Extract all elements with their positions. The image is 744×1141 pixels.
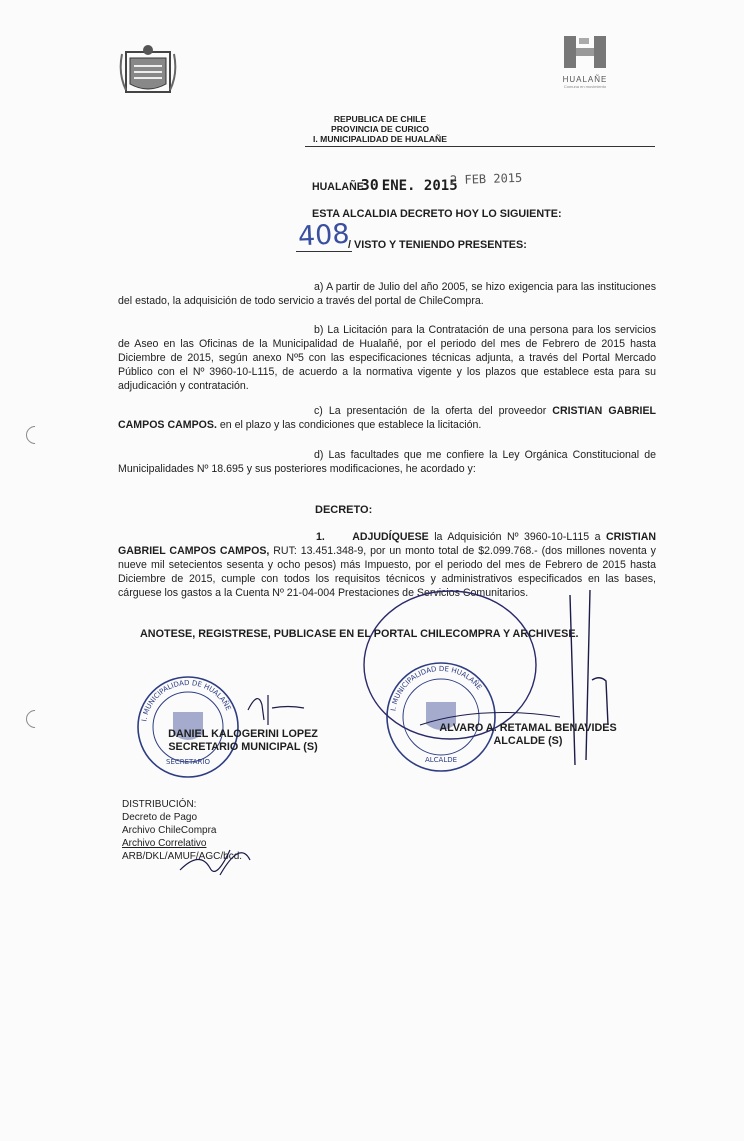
- initials-signature: [170, 830, 260, 890]
- hualane-h-logo-icon: [560, 34, 610, 70]
- letterhead-line1: REPUBLICA DE CHILE: [333, 114, 427, 124]
- consideration-b: b) La Licitación para la Contratación de una persona para los servicios de Aseo en las Oficinas de la Municipalidad de Hualañé, por el periodo del mes de Febrero de 2015 hasta Diciembre de 2015, según anexo Nº5 con las especificaciones técnicas adjunta, a través del Portal Mercado Público con el Nº 3960-10-L115, de acuerdo a la normativa vigente y los plazos que establece esta para su adjudicación y contratación.: [118, 324, 656, 392]
- letterhead-line2: PROVINCIA DE CURICO: [330, 124, 430, 134]
- place-name: HUALAÑE: [312, 181, 364, 193]
- letterhead: [290, 114, 470, 144]
- mayor-name: ALVARO A. RETAMAL BENAVIDES: [439, 722, 617, 734]
- logo-text: HUALAÑE: [562, 75, 608, 84]
- consideration-c-suffix: en el plazo y las condiciones que establece la licitación.: [219, 419, 482, 431]
- consideration-a: a) A partir de Julio del año 2005, se hizo exigencia para las instituciones del estado, la adquisición de todo servicio a través del portal de ChileCompra.: [118, 281, 656, 307]
- consideration-c-text: c) La presentación de la oferta del proveedor: [314, 405, 547, 417]
- mayor-seal-bottom: ALCALDE: [424, 756, 458, 764]
- decree-number-handwritten: 408: [297, 218, 351, 253]
- municipality-logo: [553, 34, 617, 89]
- punch-hole-bottom: [22, 706, 47, 731]
- date-line: [312, 176, 458, 194]
- secretary-seal: [133, 672, 243, 782]
- decree-heading: DECRETO:: [315, 504, 373, 516]
- distribution-item: ARB/DKL/AMUF/AGC/bcd.: [122, 851, 243, 862]
- secretary-name: DANIEL KALOGERINI LOPEZ: [168, 728, 318, 740]
- secretary-title: SECRETARIO MUNICIPAL (S): [168, 741, 318, 753]
- secretary-signature-block: [148, 728, 338, 754]
- date-month-year: ENE. 2015: [381, 178, 458, 194]
- article-verb: ADJUDÍQUESE: [352, 531, 429, 543]
- article-text2: RUT: 13.451.348-9, por un monto total de $2.099.768.- (dos millones noventa y nueve mil setecientos sesenta y ocho pesos) más Impuesto, por el periodo del mes de Febrero de 2015 hasta Diciembre de 2015, cumple con todos los requisitos técnicos y administrativos especificados en las bases, cárguese los gastos a la Cuenta Nº 21-04-004 Prestaciones de Servicios Comunitarios.: [118, 545, 656, 599]
- distribution-title: DISTRIBUCIÓN:: [122, 799, 197, 810]
- closing-line: ANOTESE, REGISTRESE, PUBLICASE EN EL PORTAL CHILECOMPRA Y ARCHIVESE.: [140, 628, 579, 640]
- awardee-name: CRISTIAN GABRIEL CAMPOS CAMPOS,: [118, 531, 656, 557]
- letterhead-line3: I. MUNICIPALIDAD DE HUALAÑE: [313, 134, 447, 144]
- logo-tagline: Comuna en movimiento: [563, 84, 607, 89]
- mayor-seal-text: I. MUNICIPALIDAD DE HUALAÑE: [389, 664, 484, 712]
- received-stamp: 2 FEB 2015: [449, 170, 523, 188]
- secretary-seal-bottom: SECRETARIO: [166, 758, 210, 766]
- date-day: 30: [360, 176, 379, 194]
- header-rule: [305, 146, 655, 147]
- mayor-signature-block: [420, 722, 636, 748]
- number-underline: [296, 251, 352, 252]
- mayor-title: ALCALDE (S): [493, 735, 563, 747]
- provider-name: CRISTIAN GABRIEL CAMPOS CAMPOS.: [118, 405, 656, 431]
- article-text1: la Adquisición Nº 3960-10-L115 a: [434, 531, 601, 543]
- secretary-seal-text: I. MUNICIPALIDAD DE HUALAÑE: [140, 678, 233, 723]
- visto-line: / VISTO Y TENIENDO PRESENTES:: [348, 239, 527, 251]
- distribution-item: Archivo ChileCompra: [122, 825, 217, 836]
- consideration-c: [118, 404, 656, 432]
- punch-hole-top: [22, 422, 47, 447]
- distribution-item: Decreto de Pago: [122, 812, 198, 823]
- consideration-d: d) Las facultades que me confiere la Ley Orgánica Constitucional de Municipalidades Nº 18.695 y sus posteriores modificaciones, he acordado y:: [118, 449, 656, 475]
- distribution-item: Archivo Correlativo: [122, 838, 207, 849]
- coat-of-arms-icon: [118, 44, 178, 96]
- mayor-signature: [360, 585, 660, 785]
- article-number: 1.: [316, 531, 325, 543]
- decree-intro-line: ESTA ALCALDIA DECRETO HOY LO SIGUIENTE:: [312, 208, 562, 220]
